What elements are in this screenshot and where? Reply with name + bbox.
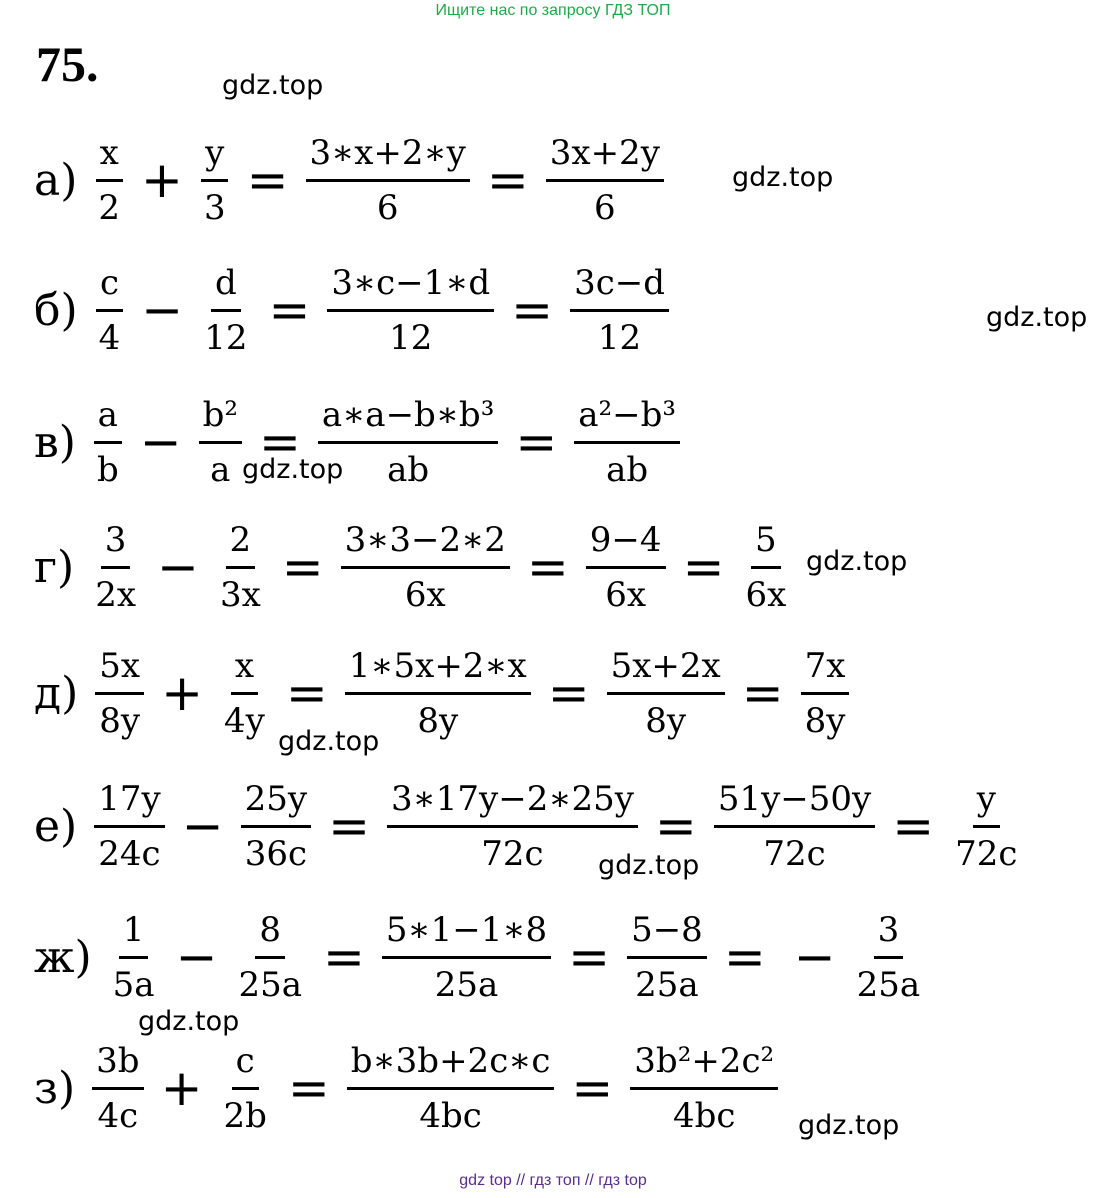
fraction [345, 644, 531, 743]
watermark: gdz.top [242, 454, 344, 485]
denominator: a [210, 449, 231, 490]
numerator: 5x+2x [607, 644, 725, 695]
fraction [327, 261, 494, 360]
numerator: 3b²+2c² [630, 1039, 778, 1090]
operator: = [568, 928, 611, 986]
denominator: 12 [389, 317, 433, 358]
operator: − [175, 928, 218, 986]
denominator: 8y [804, 700, 846, 741]
fraction [91, 518, 140, 617]
watermark: gdz.top [598, 850, 700, 881]
operator: = [268, 281, 311, 339]
fraction [93, 393, 123, 492]
numerator: a [94, 393, 122, 444]
watermark: gdz.top [138, 1006, 240, 1037]
equation-row [34, 125, 667, 235]
equation-row [34, 902, 927, 1012]
operator: = [515, 413, 558, 471]
equation-row [34, 771, 1024, 881]
numerator: 3 [874, 908, 904, 959]
operator: = [682, 538, 725, 596]
operator: = [723, 928, 766, 986]
denominator: 4bc [672, 1095, 736, 1136]
denominator: 6 [376, 187, 399, 228]
row-label: е) [34, 800, 78, 852]
numerator: d [211, 261, 241, 312]
denominator: 4bc [419, 1095, 482, 1136]
operator: = [526, 538, 569, 596]
fraction [853, 908, 925, 1007]
fraction [92, 1039, 143, 1138]
numerator: 1∗5x+2∗x [345, 644, 531, 695]
operator: − [181, 797, 224, 855]
denominator: 2b [223, 1095, 267, 1136]
numerator: 17y [94, 777, 164, 828]
fraction [586, 518, 666, 617]
operator: − [139, 413, 182, 471]
fraction [627, 908, 707, 1007]
operator: + [160, 1059, 203, 1117]
denominator: ab [387, 449, 430, 490]
equation-row [34, 638, 852, 748]
operator: + [141, 151, 183, 209]
fraction [200, 261, 251, 360]
row-label: а) [34, 154, 78, 206]
fraction [630, 1039, 778, 1138]
numerator: a²−b³ [574, 393, 680, 444]
denominator: 24c [98, 833, 161, 874]
top-banner: Ищите нас по запросу ГДЗ ТОП [435, 2, 671, 19]
denominator: 4 [98, 317, 121, 358]
operator: − [157, 538, 199, 596]
operator: + [161, 664, 204, 722]
fraction [95, 644, 144, 743]
operator: = [323, 928, 365, 986]
fraction [741, 518, 790, 617]
problem-number: 75. [36, 36, 99, 92]
denominator: 6x [404, 574, 446, 615]
numerator: 25y [241, 777, 311, 828]
fraction [109, 908, 159, 1007]
denominator: 25a [238, 964, 303, 1005]
fraction [801, 644, 850, 743]
operator: = [571, 1059, 614, 1117]
operator: = [741, 664, 784, 722]
denominator: 3 [203, 187, 226, 228]
watermark: gdz.top [732, 162, 834, 193]
operator: = [654, 797, 697, 855]
equation-row [34, 1033, 781, 1143]
fraction [241, 777, 311, 876]
equation-row [34, 387, 683, 497]
numerator: y [201, 131, 228, 182]
row-label: б) [34, 284, 78, 336]
watermark: gdz.top [986, 302, 1088, 333]
fraction [607, 644, 725, 743]
denominator: 12 [204, 317, 248, 358]
denominator: 72c [955, 833, 1018, 874]
fraction [94, 777, 164, 876]
numerator: 7x [801, 644, 850, 695]
denominator: 6 [594, 187, 616, 228]
numerator: 3x+2y [546, 131, 664, 182]
fraction [199, 393, 242, 492]
denominator: 4c [97, 1095, 139, 1136]
fraction [347, 1039, 555, 1138]
numerator: c [232, 1039, 259, 1090]
operator: = [547, 664, 590, 722]
fraction [387, 777, 638, 876]
denominator: 72c [481, 833, 544, 874]
fraction [574, 393, 680, 492]
numerator: 5−8 [627, 908, 707, 959]
numerator: 5∗1−1∗8 [382, 908, 551, 959]
numerator: 9−4 [586, 518, 666, 569]
row-label: ж) [34, 931, 92, 983]
numerator: 3c−d [570, 261, 669, 312]
numerator: 3∗17y−2∗25y [387, 777, 638, 828]
fraction [234, 908, 306, 1007]
numerator: 1 [119, 908, 149, 959]
numerator: b∗3b+2c∗c [347, 1039, 555, 1090]
numerator: 5 [751, 518, 781, 569]
row-label: д) [34, 667, 79, 719]
fraction [306, 131, 470, 230]
denominator: 25a [434, 964, 499, 1005]
operator: = [287, 1059, 330, 1117]
numerator: x [231, 644, 258, 695]
fraction [318, 393, 498, 492]
denominator: 4y [224, 700, 265, 741]
denominator: 6x [605, 574, 647, 615]
denominator: 36c [244, 833, 307, 874]
numerator: 3∗x+2∗y [306, 131, 470, 182]
fraction [546, 131, 664, 230]
denominator: 5a [112, 964, 155, 1005]
denominator: 3x [219, 574, 261, 615]
numerator: 8 [255, 908, 285, 959]
fraction [570, 261, 669, 360]
footer: gdz top // гдз топ // гдз top [459, 1172, 647, 1189]
fraction [216, 518, 265, 617]
operator: = [328, 797, 370, 855]
denominator: b [96, 449, 119, 490]
row-label: з) [34, 1062, 76, 1114]
fraction [220, 644, 269, 743]
numerator: 3∗c−1∗d [327, 261, 494, 312]
denominator: 25a [856, 964, 921, 1005]
operator: = [246, 151, 289, 209]
numerator: 3 [101, 518, 131, 569]
operator: = [285, 664, 328, 722]
row-label: в) [34, 416, 76, 468]
denominator: 8y [417, 700, 459, 741]
fraction [95, 261, 125, 360]
operator: = [259, 413, 301, 471]
equation-row [34, 255, 672, 365]
numerator: 5x [95, 644, 144, 695]
operator: = [486, 151, 529, 209]
watermark: gdz.top [798, 1110, 900, 1141]
fraction [341, 518, 510, 617]
operator: = [511, 281, 554, 339]
fraction [714, 777, 875, 876]
denominator: 12 [597, 317, 642, 358]
numerator: a∗a−b∗b³ [318, 393, 498, 444]
denominator: 8y [99, 700, 141, 741]
fraction [951, 777, 1021, 876]
denominator: 2x [95, 574, 137, 615]
operator: = [281, 538, 324, 596]
operator: − [141, 281, 184, 339]
fraction [382, 908, 551, 1007]
fraction [219, 1039, 270, 1138]
fraction [200, 131, 230, 230]
denominator: 6x [745, 574, 787, 615]
denominator: 8y [645, 700, 687, 741]
watermark: gdz.top [806, 546, 908, 577]
denominator: 25a [635, 964, 699, 1005]
numerator: 2 [226, 518, 256, 569]
numerator: 3b [92, 1039, 143, 1090]
denominator: ab [606, 449, 649, 490]
row-label: г) [34, 541, 75, 593]
numerator: c [96, 261, 123, 312]
numerator: x [96, 131, 123, 182]
equation-row [34, 512, 793, 622]
fraction [94, 131, 124, 230]
operator: = [892, 797, 935, 855]
watermark: gdz.top [278, 726, 380, 757]
numerator: b² [199, 393, 242, 444]
numerator: 51y−50y [714, 777, 875, 828]
numerator: 3∗3−2∗2 [341, 518, 510, 569]
watermark: gdz.top [222, 70, 324, 101]
denominator: 72c [763, 833, 826, 874]
numerator: y [973, 777, 1000, 828]
denominator: 2 [98, 187, 121, 228]
operator: − [793, 928, 836, 986]
